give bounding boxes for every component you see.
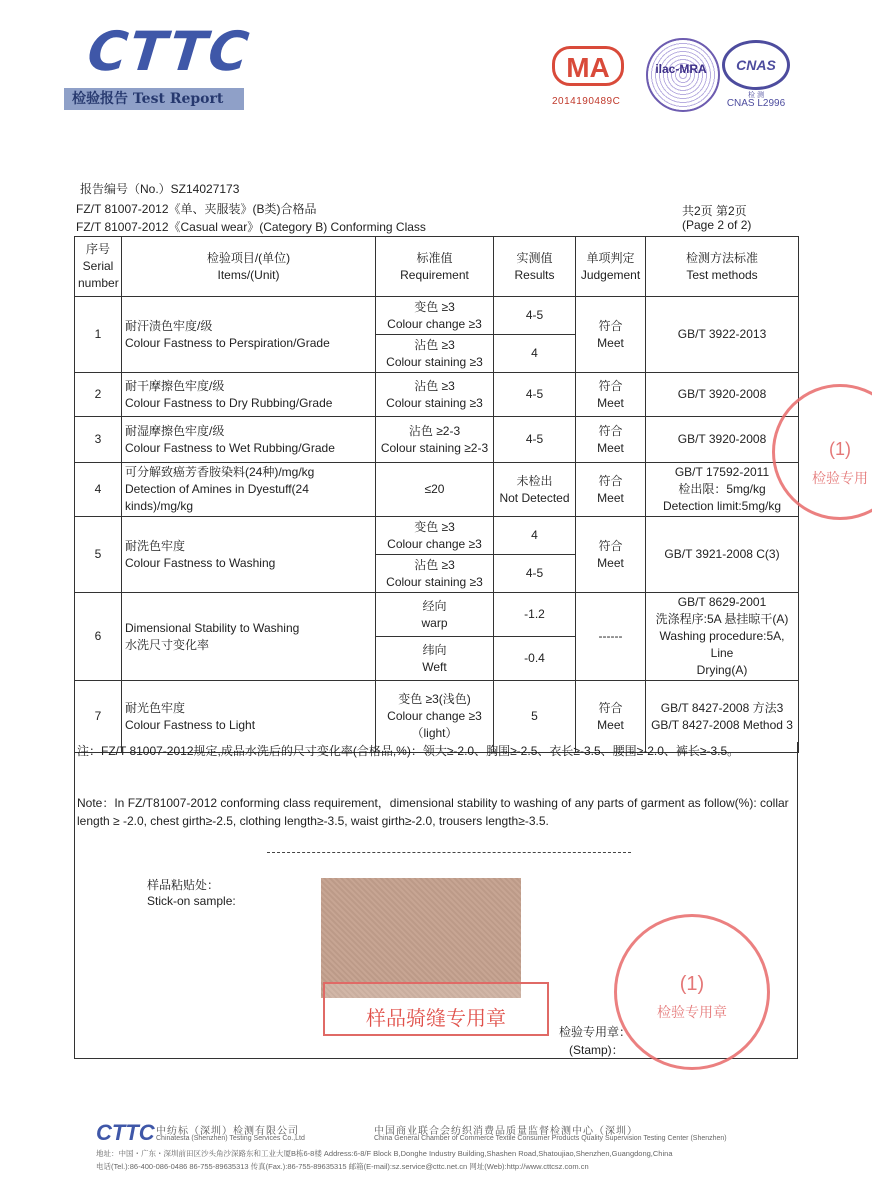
result-cell: 4-5 <box>494 417 576 463</box>
method-cell: GB/T 3922-2013 <box>646 297 799 373</box>
method-cell: GB/T 8629-2001 洗涤程序:5A 悬挂晾干(A) Washing procedure:5A, Line Drying(A) <box>646 593 799 681</box>
table-row <box>75 417 799 463</box>
item-cell: 耐洗色牢度 Colour Fastness to Washing <box>122 517 376 593</box>
footer-company-en: Chinatesta (Shenzhen) Testing Services Co.,Ltd <box>156 1135 305 1142</box>
serial-cell: 7 <box>75 681 122 753</box>
header-requirement: 标准值 Requirement <box>376 237 494 297</box>
result-cell: 4 <box>494 517 576 555</box>
page-count-en: (Page 2 of 2) <box>682 218 752 232</box>
item-cell: Dimensional Stability to Washing 水洗尺寸变化率 <box>122 593 376 681</box>
requirement-cell: 沾色 ≥2-3 Colour staining ≥2-3 <box>376 417 494 463</box>
item-cell: 可分解致癌芳香胺染料(24种)/mg/kg Detection of Amines in Dyestuff(24 kinds)/mg/kg <box>122 463 376 517</box>
method-cell: GB/T 17592-2011 检出限：5mg/kg Detection limit:5mg/kg <box>646 463 799 517</box>
table-header-row <box>75 237 799 297</box>
ilac-mark: ilac-MRA <box>655 62 707 76</box>
sample-label-en: Stick-on sample: <box>147 894 236 908</box>
requirement-cell: 变色 ≥3 Colour change ≥3 <box>376 297 494 335</box>
report-number: 报告编号（No.）SZ14027173 <box>80 182 240 196</box>
ma-number: 2014190489C <box>552 96 621 107</box>
page-count-cn: 共2页 第2页 <box>682 204 747 218</box>
requirement-cell: 纬向 Weft <box>376 637 494 681</box>
method-cell: GB/T 3921-2008 C(3) <box>646 517 799 593</box>
serial-cell: 5 <box>75 517 122 593</box>
cnas-sub: 检 测 <box>748 92 764 99</box>
cnas-icon: CNAS <box>722 40 790 90</box>
footer-address: 地址：中国・广东・深圳前田区沙头角沙深路东和工业大厦B栋6-8楼 Address:6-8/F Block B,Donghe Industry Building,Shashen Road,Shatoujiao,Shenzhen,Guangdong,China <box>96 1149 673 1158</box>
note-cn: 注：FZ/T 81007-2012规定,成品水洗后的尺寸变化率(合格品,%)：领大≥-2.0、胸围≥-2.5、衣长≥-3.5、腰围≥-2.0、裤长≥-3.5。 <box>77 744 740 758</box>
footer-org-cn: 中国商业联合会纺织消费品质量监督检测中心（深圳） <box>374 1126 638 1137</box>
serial-cell: 4 <box>75 463 122 517</box>
judgement-cell: ------ <box>576 593 646 681</box>
result-cell: 4-5 <box>494 555 576 593</box>
table-row <box>75 297 799 335</box>
note-en: Note：In FZ/T81007-2012 conforming class requirement，dimensional stability to washing of any parts of garment as follow(%): collar length ≥ -2.0, chest girth≥-2.5, clothing length≥-3.5, waist girth≥-2.0, trousers length≥-3.5. <box>77 796 789 828</box>
header-methods: 检测方法标准 Test methods <box>646 237 799 297</box>
table-row <box>75 373 799 417</box>
divider <box>267 852 631 853</box>
result-cell: 未检出 Not Detected <box>494 463 576 517</box>
ma-mark-icon: MA <box>552 46 624 86</box>
item-cell: 耐干摩擦色牢度/级 Colour Fastness to Dry Rubbing/Grade <box>122 373 376 417</box>
requirement-cell: ≤20 <box>376 463 494 517</box>
judgement-cell: 符合 Meet <box>576 681 646 753</box>
judgement-cell: 符合 Meet <box>576 297 646 373</box>
standard-cn: FZ/T 81007-2012《单、夹服装》(B类)合格品 <box>76 202 317 216</box>
cttc-logo: CTTC <box>84 20 254 83</box>
item-cell: 耐光色牢度 Colour Fastness to Light <box>122 681 376 753</box>
result-cell: 4-5 <box>494 297 576 335</box>
cnas-number: CNAS L2996 <box>726 98 786 109</box>
item-cell: 耐湿摩擦色牢度/级 Colour Fastness to Wet Rubbing/Grade <box>122 417 376 463</box>
seam-stamp: 样品骑缝专用章 <box>323 982 549 1036</box>
serial-cell: 1 <box>75 297 122 373</box>
result-cell: 4-5 <box>494 373 576 417</box>
requirement-cell: 沾色 ≥3 Colour staining ≥3 <box>376 373 494 417</box>
header-items: 检验项目/(单位) Items/(Unit) <box>122 237 376 297</box>
method-cell: GB/T 3920-2008 <box>646 373 799 417</box>
judgement-cell: 符合 Meet <box>576 463 646 517</box>
sample-label-cn: 样品粘贴处： <box>147 878 220 892</box>
footer-contact: 电话(Tel.):86-400-086-0486 86-755-89635313 传真(Fax.):86-755-89635315 邮箱(E-mail):sz.service@cttc.net.cn 网址(Web):http://www.cttcsz.com.cn <box>96 1162 589 1171</box>
header-serial: 序号 Serial number <box>75 237 122 297</box>
judgement-cell: 符合 Meet <box>576 517 646 593</box>
footer-logo: CTTC <box>96 1120 155 1145</box>
requirement-cell: 沾色 ≥3 Colour staining ≥3 <box>376 555 494 593</box>
stamp-label-cn: 检验专用章： <box>559 1025 632 1039</box>
item-cell: 耐汗渍色牢度/级 Colour Fastness to Perspiration/Grade <box>122 297 376 373</box>
results-table <box>74 236 799 753</box>
serial-cell: 6 <box>75 593 122 681</box>
inspection-seal-right: (1) 检验专用 <box>772 384 872 520</box>
table-row <box>75 463 799 517</box>
judgement-cell: 符合 Meet <box>576 373 646 417</box>
report-label: 检验报告 Test Report <box>64 88 244 110</box>
result-cell: 4 <box>494 335 576 373</box>
inspection-seal-bottom: (1) 检验专用章 <box>614 914 770 1070</box>
requirement-cell: 变色 ≥3 Colour change ≥3 <box>376 517 494 555</box>
requirement-cell: 变色 ≥3(浅色) Colour change ≥3 （light） <box>376 681 494 753</box>
serial-cell: 3 <box>75 417 122 463</box>
requirement-cell: 经向 warp <box>376 593 494 637</box>
table-row <box>75 593 799 637</box>
header-judgement: 单项判定 Judgement <box>576 237 646 297</box>
method-cell: GB/T 8427-2008 方法3 GB/T 8427-2008 Method 3 <box>646 681 799 753</box>
stamp-label-en: (Stamp)： <box>569 1043 624 1057</box>
header-results: 实测值 Results <box>494 237 576 297</box>
footer-company-cn: 中纺标（深圳）检测有限公司 <box>156 1126 299 1137</box>
method-cell: GB/T 3920-2008 <box>646 417 799 463</box>
judgement-cell: 符合 Meet <box>576 417 646 463</box>
footer-org-en: China General Chamber of Commerce Textile Consumer Products Quality Supervision Testing Center (Shenzhen) <box>374 1135 727 1142</box>
result-cell: -0.4 <box>494 637 576 681</box>
requirement-cell: 沾色 ≥3 Colour staining ≥3 <box>376 335 494 373</box>
table-row <box>75 517 799 555</box>
result-cell: 5 <box>494 681 576 753</box>
standard-en: FZ/T 81007-2012《Casual wear》(Category B) Conforming Class <box>76 220 426 234</box>
fabric-sample <box>321 878 521 998</box>
serial-cell: 2 <box>75 373 122 417</box>
result-cell: -1.2 <box>494 593 576 637</box>
